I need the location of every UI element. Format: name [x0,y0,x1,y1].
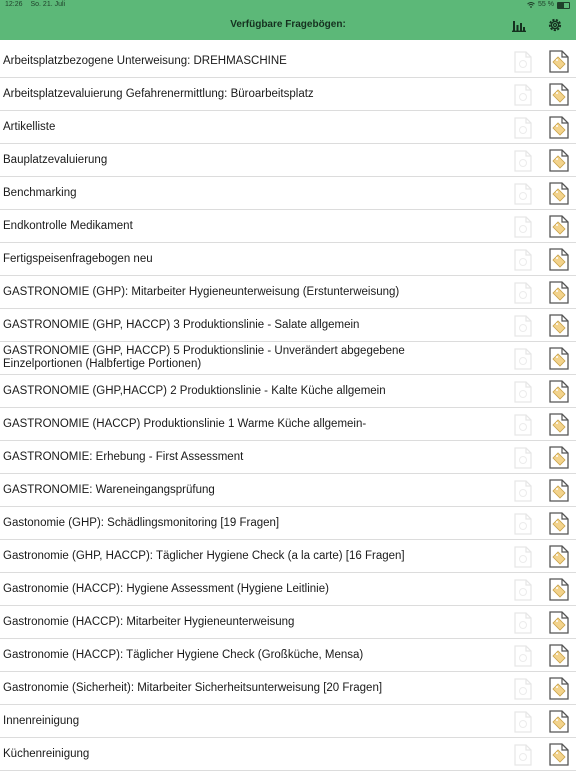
tag-document-icon[interactable] [549,50,569,73]
list-item[interactable] [0,144,576,177]
tag-document-icon[interactable] [549,677,569,700]
tag-document-icon[interactable] [549,512,569,535]
document-icon[interactable] [514,480,532,502]
list-item[interactable] [0,441,576,474]
questionnaire-title: Gastronomie (GHP, HACCP): Täglicher Hygiene Check (a la carte) [16 Fragen] [3,549,405,562]
list-item[interactable] [0,375,576,408]
list-item[interactable] [0,78,576,111]
document-icon[interactable] [514,183,532,205]
battery-icon [557,2,570,9]
list-item[interactable] [0,540,576,573]
questionnaire-title: Küchenreinigung [3,747,90,760]
questionnaire-title: Bauplatzevaluierung [3,153,108,166]
list-item[interactable] [0,111,576,144]
document-icon[interactable] [514,381,532,403]
list-item[interactable] [0,573,576,606]
document-icon[interactable] [514,645,532,667]
questionnaire-list [0,45,576,771]
status-date: So. 21. Juli [30,1,66,8]
questionnaire-title: GASTRONOMIE (GHP, HACCP) 5 Produktionslinie - Unverändert abgegebene Einzelportionen (Halbfertige Portionen) [3,345,405,370]
tag-document-icon[interactable] [549,248,569,271]
tag-document-icon[interactable] [549,743,569,766]
battery-percent: 55 % [538,1,554,8]
statistics-button[interactable] [510,16,528,34]
navigation-bar [0,10,576,40]
tag-document-icon[interactable] [549,710,569,733]
questionnaire-title: Gastronomie (HACCP): Mitarbeiter Hygieneunterweisung [3,615,295,628]
document-icon[interactable] [514,216,532,238]
list-item[interactable] [0,639,576,672]
tag-document-icon[interactable] [549,644,569,667]
questionnaire-title: Gastronomie (Sicherheit): Mitarbeiter Sicherheitsunterweisung [20 Fragen] [3,681,383,694]
tag-document-icon[interactable] [549,83,569,106]
questionnaire-title: Gastonomie (GHP): Schädlingsmonitoring [19 Fragen] [3,516,280,529]
questionnaire-title: Innenreinigung [3,714,80,727]
questionnaire-title: GASTRONOMIE: Wareneingangsprüfung [3,483,215,496]
bar-chart-icon [512,18,526,32]
list-item[interactable] [0,177,576,210]
document-icon[interactable] [514,348,532,370]
tag-document-icon[interactable] [549,446,569,469]
document-icon[interactable] [514,612,532,634]
list-item[interactable] [0,408,576,441]
document-icon[interactable] [514,414,532,436]
tag-document-icon[interactable] [549,578,569,601]
tag-document-icon[interactable] [549,281,569,304]
list-item[interactable] [0,606,576,639]
settings-button[interactable] [546,16,564,34]
list-item[interactable] [0,474,576,507]
tag-document-icon[interactable] [549,116,569,139]
questionnaire-title: Arbeitsplatzevaluierung Gefahrenermittlung: Büroarbeitsplatz [3,87,314,100]
questionnaire-title: GASTRONOMIE (GHP, HACCP) 3 Produktionslinie - Salate allgemein [3,318,360,331]
document-icon[interactable] [514,711,532,733]
questionnaire-title: Gastronomie (HACCP): Täglicher Hygiene Check (Großküche, Mensa) [3,648,364,661]
questionnaire-title: Gastronomie (HACCP): Hygiene Assessment (Hygiene Leitlinie) [3,582,329,595]
list-item[interactable] [0,672,576,705]
questionnaire-title: GASTRONOMIE: Erhebung - First Assessment [3,450,244,463]
tag-document-icon[interactable] [549,611,569,634]
document-icon[interactable] [514,315,532,337]
questionnaire-title: GASTRONOMIE (HACCP) Produktionslinie 1 Warme Küche allgemein- [3,417,367,430]
document-icon[interactable] [514,513,532,535]
status-bar [0,0,576,10]
tag-document-icon[interactable] [549,380,569,403]
document-icon[interactable] [514,150,532,172]
list-item[interactable] [0,243,576,276]
document-icon[interactable] [514,282,532,304]
tag-document-icon[interactable] [549,413,569,436]
tag-document-icon[interactable] [549,182,569,205]
questionnaire-title: Arbeitsplatzbezogene Unterweisung: DREHMASCHINE [3,54,287,67]
page-title: Verfügbare Fragebögen: [230,19,346,30]
tag-document-icon[interactable] [549,347,569,370]
document-icon[interactable] [514,51,532,73]
list-item[interactable] [0,507,576,540]
list-item[interactable] [0,309,576,342]
list-item[interactable] [0,45,576,78]
list-item[interactable] [0,210,576,243]
list-item[interactable] [0,738,576,771]
status-time: 12:26 [5,1,23,8]
document-icon[interactable] [514,447,532,469]
document-icon[interactable] [514,678,532,700]
questionnaire-title: GASTRONOMIE (GHP,HACCP) 2 Produktionslinie - Kalte Küche allgemein [3,384,386,397]
questionnaire-title: GASTRONOMIE (GHP): Mitarbeiter Hygieneunterweisung (Erstunterweisung) [3,285,400,298]
tag-document-icon[interactable] [549,215,569,238]
document-icon[interactable] [514,579,532,601]
tag-document-icon[interactable] [549,149,569,172]
questionnaire-title: Benchmarking [3,186,77,199]
questionnaire-title: Endkontrolle Medikament [3,219,133,232]
list-item[interactable] [0,705,576,738]
document-icon[interactable] [514,117,532,139]
questionnaire-title: Artikelliste [3,120,56,133]
gear-icon [547,17,563,33]
document-icon[interactable] [514,84,532,106]
document-icon[interactable] [514,249,532,271]
wifi-icon [527,2,535,8]
tag-document-icon[interactable] [549,314,569,337]
document-icon[interactable] [514,546,532,568]
tag-document-icon[interactable] [549,479,569,502]
list-item[interactable] [0,342,576,375]
questionnaire-title: Fertigspeisenfragebogen neu [3,252,153,265]
document-icon[interactable] [514,744,532,766]
list-item[interactable] [0,276,576,309]
tag-document-icon[interactable] [549,545,569,568]
